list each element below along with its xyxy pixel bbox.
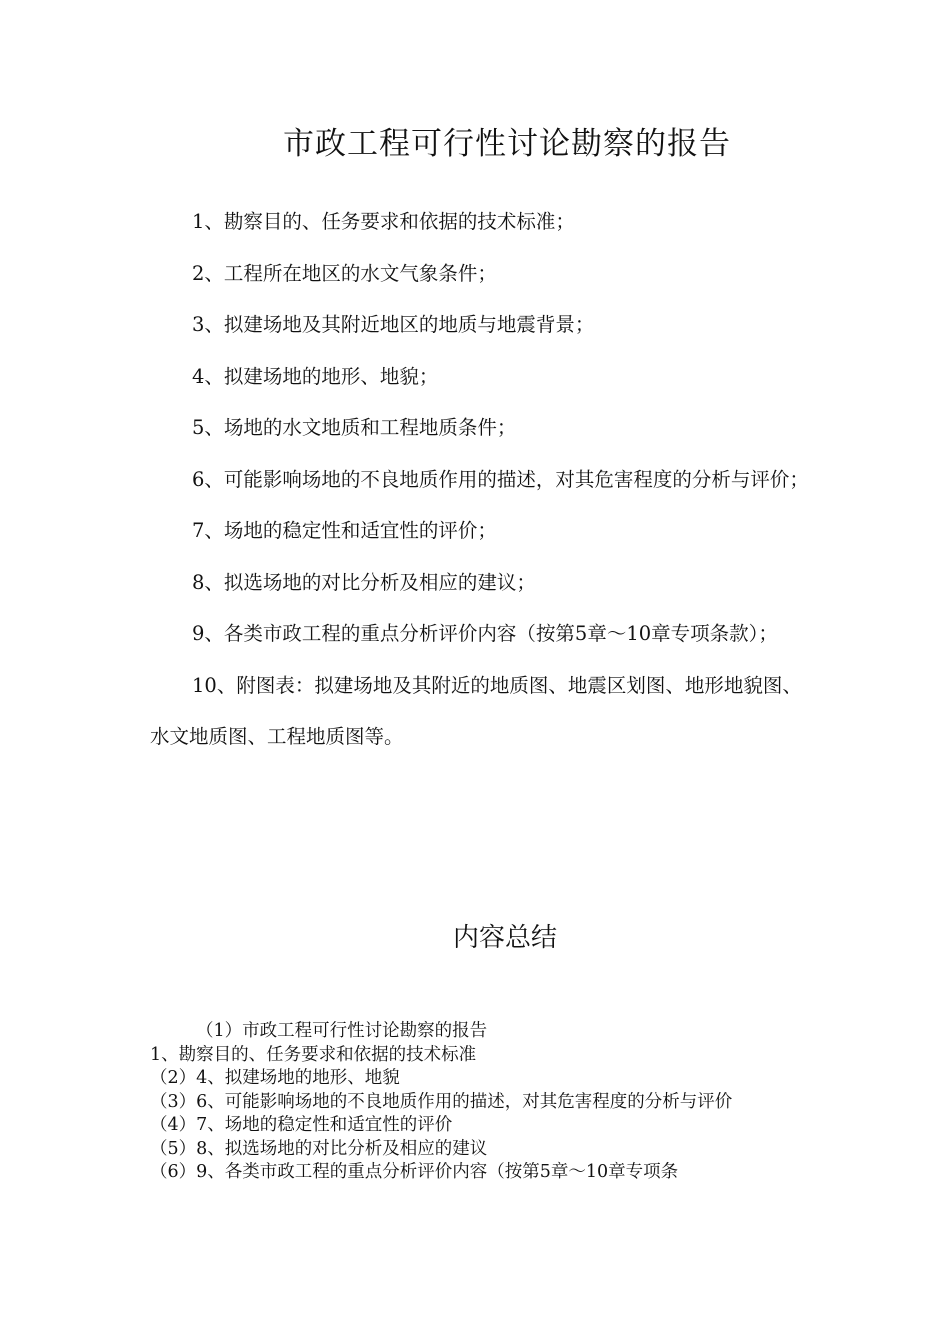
report-item: 8、拟选场地的对比分析及相应的建议；	[192, 570, 536, 594]
report-item: 9、各类市政工程的重点分析评价内容（按第5章～10章专项条款）；	[192, 622, 778, 645]
document-title: 市政工程可行性讨论勘察的报告	[283, 126, 731, 162]
report-item: 1、勘察目的、任务要求和依据的技术标准；	[192, 210, 575, 233]
report-item: 3、拟建场地及其附近地区的地质与地震背景；	[192, 313, 595, 336]
summary-line: （4）7、场地的稳定性和适宜性的评价	[150, 1115, 453, 1135]
report-item: 5、场地的水文地质和工程地质条件；	[192, 416, 517, 439]
summary-line: （6）9、各类市政工程的重点分析评价内容（按第5章～10章专项条	[150, 1162, 679, 1182]
report-item: 2、工程所在地区的水文气象条件；	[192, 261, 497, 285]
report-item: 4、拟建场地的地形、地貌；	[192, 364, 439, 388]
report-item: 6、可能影响场地的不良地质作用的描述，对其危害程度的分析与评价；	[192, 467, 809, 491]
summary-line: （3）6、可能影响场地的不良地质作用的描述，对其危害程度的分析与评价	[150, 1091, 733, 1112]
summary-line: 1、勘察目的、任务要求和依据的技术标准	[150, 1044, 477, 1065]
summary-list	[150, 1020, 800, 1185]
report-items-list	[150, 196, 810, 763]
summary-heading: 内容总结	[452, 923, 557, 953]
summary-line: （2）4、拟建场地的地形、地貌	[150, 1068, 400, 1088]
report-item: 7、场地的稳定性和适宜性的评价；	[192, 519, 497, 542]
summary-line: （1）市政工程可行性讨论勘察的报告	[196, 1021, 488, 1041]
report-item: 10、附图表：拟建场地及其附近的地质图、地震区划图、地形地貌图、水文地质图、工程地质图等。	[150, 673, 802, 748]
summary-line: （5）8、拟选场地的对比分析及相应的建议	[150, 1138, 488, 1159]
